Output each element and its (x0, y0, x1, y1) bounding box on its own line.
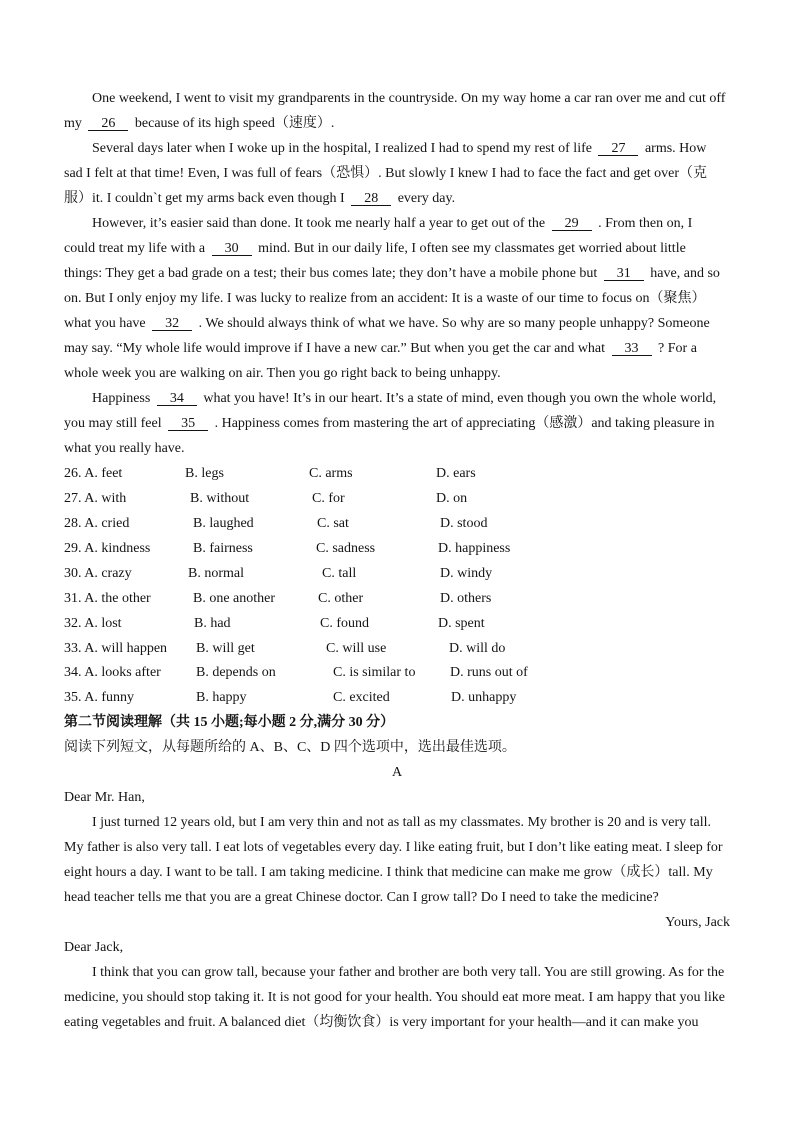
line-text: . Happiness comes from mastering the art of appreciating（感激）and taking pleasure in (214, 416, 715, 431)
line-text: . From then on, I (598, 216, 693, 231)
line-text: One weekend, I went to visit my grandparents in the countryside. On my way home a car ran over me and cut off (92, 91, 726, 106)
option-c: C. arms (309, 466, 353, 481)
letter-line: My father is also very tall. I eat lots of vegetables every day. I like eating fruit, but I don’t like eating meat. I sleep for (64, 840, 723, 855)
letter-line: medicine, you should stop taking it. It is not good for your health. You should eat more meat. I am happy that you like (64, 990, 726, 1005)
option-d: D. ears (436, 466, 476, 481)
question-28 (0, 516, 794, 532)
option-c: C. found (320, 616, 369, 631)
option-c: C. is similar to (333, 665, 416, 680)
option-c: C. for (312, 491, 345, 506)
passage-line (64, 366, 730, 382)
option-a (64, 491, 126, 507)
letter-line: I just turned 12 years old, but I am very thin and not as tall as my classmates. My brother is 20 and is very tall. (92, 815, 711, 830)
question-26 (0, 466, 794, 482)
answer-blank-29: 29 (552, 217, 592, 231)
question-number: 29. (64, 541, 82, 556)
question-number: 31. (64, 591, 82, 606)
question-number: 32. (64, 616, 82, 631)
option-a-text: A. cried (84, 516, 130, 531)
option-a-text: A. crazy (84, 566, 132, 581)
option-a (64, 641, 167, 657)
question-number: 33. (64, 641, 82, 656)
line-text: you may still feel (64, 416, 162, 431)
line-text: whole week you are walking on air. Then you go right back to being unhappy. (64, 366, 501, 381)
option-a (64, 591, 151, 607)
passage-line (64, 341, 730, 357)
line-text: mind. But in our daily life, I often see my classmates get worried about little (258, 241, 686, 256)
line-text: my (64, 116, 82, 131)
passage-line (64, 316, 730, 332)
option-d: D. runs out of (450, 665, 528, 680)
question-35 (0, 690, 794, 706)
option-a (64, 665, 161, 681)
option-a (64, 466, 122, 482)
passage-line (64, 291, 730, 307)
option-a-text: A. lost (84, 616, 122, 631)
option-b: B. depends on (196, 665, 276, 680)
option-a-text: A. will happen (84, 641, 168, 656)
option-c: C. sadness (316, 541, 376, 556)
question-32 (0, 616, 794, 632)
answer-blank-34: 34 (157, 392, 197, 406)
option-b: B. happy (196, 690, 247, 705)
option-a-text: A. feet (84, 466, 123, 481)
option-a (64, 541, 150, 557)
line-text: have, and so (650, 266, 720, 281)
letter-salutation: Dear Mr. Han, (64, 790, 145, 805)
line-text: arms. How (644, 141, 707, 156)
line-text: Happiness (92, 391, 151, 406)
option-b: B. legs (185, 466, 224, 481)
answer-blank-26: 26 (88, 117, 128, 131)
answer-blank-27: 27 (598, 142, 638, 156)
question-27 (0, 491, 794, 507)
option-a-text: A. kindness (84, 541, 151, 556)
answer-blank-31: 31 (604, 267, 644, 281)
line-text: may say. “My whole life would improve if I have a new car.” But when you get the car and what (64, 341, 606, 356)
question-30 (0, 566, 794, 582)
question-29 (0, 541, 794, 557)
line-text: could treat my life with a (64, 241, 206, 256)
answer-blank-35: 35 (168, 417, 208, 431)
passage-line (92, 391, 730, 407)
option-b: B. without (190, 491, 250, 506)
line-text: what you really have. (64, 441, 185, 456)
option-d: D. on (436, 491, 468, 506)
question-number: 26. (64, 466, 82, 481)
option-b: B. laughed (193, 516, 254, 531)
line-text: 服）it. I couldn`t get my arms back even though I (64, 191, 345, 206)
option-a (64, 516, 129, 532)
option-c: C. will use (326, 641, 387, 656)
option-a-text: A. looks after (84, 665, 161, 680)
option-c: C. excited (333, 690, 390, 705)
passage-line (92, 91, 730, 107)
option-d: D. others (440, 591, 492, 606)
option-a-text: A. with (84, 491, 127, 506)
line-text: things: They get a bad grade on a test; their bus comes late; they don’t have a mobile phone but (64, 266, 598, 281)
question-number: 27. (64, 491, 82, 506)
option-d: D. stood (440, 516, 488, 531)
option-a (64, 690, 134, 706)
letter-salutation: Dear Jack, (64, 940, 124, 955)
question-number: 28. (64, 516, 82, 531)
line-text: every day. (397, 191, 456, 206)
question-33 (0, 641, 794, 657)
question-31 (0, 591, 794, 607)
letter-line: eating vegetables and fruit. A balanced diet（均衡饮食）is very important for your health—and it can make you (64, 1015, 699, 1030)
option-b: B. one another (193, 591, 276, 606)
answer-blank-32: 32 (152, 317, 192, 331)
letter-closing: Yours, Jack (665, 915, 730, 930)
option-c: C. tall (322, 566, 357, 581)
answer-blank-33: 33 (612, 342, 652, 356)
letter-line: I think that you can grow tall, because your father and brother are both very tall. You are still growing. As for the (92, 965, 725, 980)
letter-line: eight hours a day. I want to be tall. I am taking medicine. I think that medicine can make me grow（成长）tall. My (64, 865, 713, 880)
option-d: D. windy (440, 566, 493, 581)
option-d: D. unhappy (451, 690, 517, 705)
passage-line (64, 191, 730, 207)
option-b: B. will get (196, 641, 255, 656)
line-text: because of its high speed（速度）. (134, 116, 335, 131)
question-number: 35. (64, 690, 82, 705)
line-text: what you have (64, 316, 146, 331)
line-text: on. But I only enjoy my life. I was lucky to realize from an accident: It is a waste of our time to focus on（聚焦） (64, 291, 706, 306)
question-number: 34. (64, 665, 82, 680)
option-b: B. had (194, 616, 231, 631)
passage-label: A (391, 765, 403, 780)
line-text: . We should always think of what we have. So why are so many people unhappy? Someone (198, 316, 710, 331)
option-d: D. will do (449, 641, 506, 656)
passage-line (64, 241, 730, 257)
option-a (64, 566, 132, 582)
section-instruction: 阅读下列短文，从每题所给的 A、B、C、D 四个选项中，选出最佳选项。 (64, 740, 516, 755)
option-b: B. normal (188, 566, 244, 581)
option-a-text: A. the other (84, 591, 151, 606)
line-text: sad I felt at that time! Even, I was full of fears（恐惧）. But slowly I knew I had to face the fact and get over（克 (64, 166, 708, 181)
line-text: ? For a (658, 341, 697, 356)
line-text: Several days later when I woke up in the hospital, I realized I had to spend my rest of life (92, 141, 592, 156)
answer-blank-28: 28 (351, 192, 391, 206)
passage-line (64, 116, 730, 132)
option-d: D. spent (438, 616, 485, 631)
section-heading: 第二节阅读理解（共 15 小题;每小题 2 分,满分 30 分） (64, 715, 395, 730)
line-text: However, it’s easier said than done. It took me nearly half a year to get out of the (92, 216, 546, 231)
question-number: 30. (64, 566, 82, 581)
option-c: C. sat (317, 516, 349, 531)
passage-line (64, 266, 730, 282)
option-a (64, 616, 122, 632)
answer-blank-30: 30 (212, 242, 252, 256)
option-d: D. happiness (438, 541, 511, 556)
passage-line (92, 216, 730, 232)
passage-line (64, 416, 730, 432)
letter-line: head teacher tells me that you are a great Chinese doctor. Can I grow tall? Do I need to take the medicine? (64, 890, 659, 905)
option-c: C. other (318, 591, 364, 606)
passage-line (64, 166, 730, 182)
option-a-text: A. funny (84, 690, 135, 705)
passage-line (92, 141, 730, 157)
passage-line (64, 441, 730, 457)
question-34 (0, 665, 794, 681)
line-text: what you have! It’s in our heart. It’s a state of mind, even though you own the whole world, (203, 391, 717, 406)
option-b: B. fairness (193, 541, 253, 556)
